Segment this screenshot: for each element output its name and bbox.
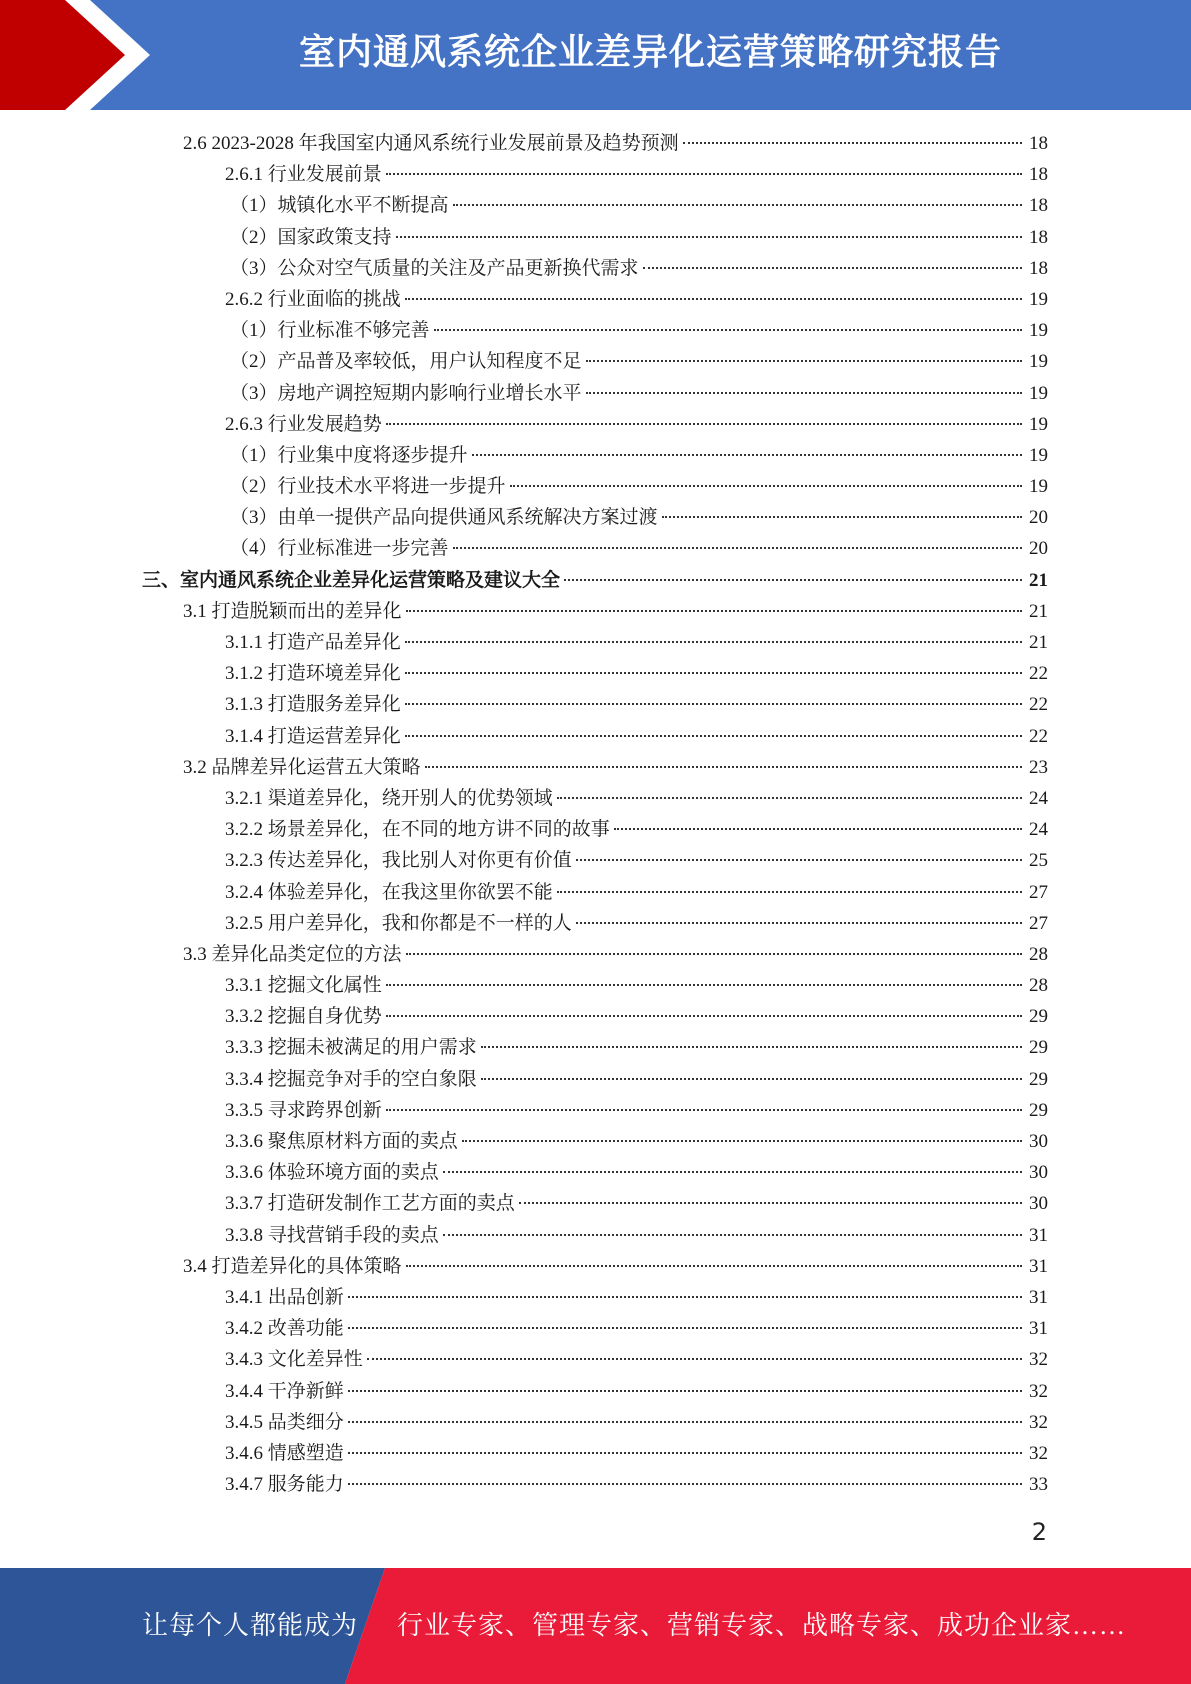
toc-entry-title: 3.2.1 渠道差异化，绕开别人的优势领域	[225, 787, 553, 809]
toc-entry-title: （4）行业标准进一步完善	[230, 538, 449, 560]
toc-entry[interactable]	[0, 970, 1191, 1001]
toc-entry-page: 18	[1029, 133, 1048, 154]
toc-dot-leader	[576, 859, 1022, 861]
toc-dot-leader	[348, 1327, 1022, 1329]
report-title: 室内通风系统企业差异化运营策略研究报告	[298, 32, 1002, 73]
toc-dot-leader	[434, 329, 1022, 331]
toc-entry-page: 29	[1029, 1037, 1048, 1059]
toc-entry-title: 2.6.1 行业发展前景	[225, 164, 382, 186]
toc-dot-leader	[405, 735, 1022, 737]
toc-entry-page: 19	[1029, 413, 1048, 435]
toc-dot-leader	[386, 1109, 1022, 1111]
toc-dot-leader	[386, 173, 1022, 175]
toc-dot-leader	[386, 984, 1022, 986]
toc-dot-leader	[443, 1171, 1022, 1173]
toc-entry-title: 3.2.3 传达差异化，我比别人对你更有价值	[225, 850, 572, 872]
toc-entry-title: 3.4.1 出品创新	[225, 1286, 344, 1308]
toc-entry[interactable]	[0, 1220, 1191, 1251]
toc-entry-page: 19	[1029, 444, 1048, 466]
toc-entry-page: 19	[1029, 288, 1048, 310]
toc-entry-page: 19	[1029, 382, 1048, 404]
toc-entry-title: （3）由单一提供产品向提供通风系统解决方案过渡	[230, 507, 658, 529]
toc-entry[interactable]	[0, 1438, 1191, 1469]
toc-entry-page: 23	[1029, 756, 1048, 778]
toc-dot-leader	[564, 579, 1022, 581]
toc-entry-title: 3.3.6 体验环境方面的卖点	[225, 1162, 439, 1184]
toc-entry[interactable]	[0, 253, 1191, 284]
toc-entry-title: 3.4.3 文化差异性	[225, 1349, 363, 1371]
toc-dot-leader	[405, 703, 1022, 705]
toc-dot-leader	[557, 797, 1022, 799]
toc-entry-page: 30	[1029, 1131, 1048, 1152]
toc-entry-title: 三、室内通风系统企业差异化运营策略及建议大全	[142, 569, 561, 591]
toc-dot-leader	[348, 1483, 1022, 1485]
toc-entry-page: 24	[1029, 819, 1048, 841]
toc-dot-leader	[348, 1296, 1022, 1298]
toc-dot-leader	[586, 392, 1022, 394]
toc-dot-leader	[683, 142, 1022, 144]
toc-entry-title: 3.3.5 寻求跨界创新	[225, 1099, 382, 1121]
toc-dot-leader	[348, 1421, 1022, 1423]
toc-entry-page: 29	[1029, 1099, 1048, 1121]
toc-entry-title: 3.1.1 打造产品差异化	[225, 632, 401, 653]
toc-entry-page: 18	[1029, 195, 1048, 217]
toc-entry[interactable]	[0, 222, 1191, 253]
toc-dot-leader	[396, 236, 1022, 238]
toc-entry-page: 21	[1029, 600, 1048, 622]
toc-dot-leader	[586, 360, 1022, 362]
toc-entry[interactable]	[0, 1469, 1191, 1500]
toc-entry[interactable]	[0, 845, 1191, 876]
toc-entry[interactable]	[0, 1313, 1191, 1344]
toc-dot-leader	[643, 267, 1022, 269]
page-header	[0, 0, 1191, 110]
toc-dot-leader	[453, 547, 1022, 549]
toc-entry-page: 27	[1029, 881, 1048, 903]
toc-entry-title: 3.4.7 服务能力	[225, 1474, 344, 1496]
toc-entry[interactable]	[0, 1188, 1191, 1219]
toc-entry-title: 3.2.2 场景差异化，在不同的地方讲不同的故事	[225, 819, 610, 841]
page-number: 2	[1031, 1518, 1047, 1546]
toc-entry-title: 3.1.3 打造服务差异化	[225, 694, 401, 716]
toc-entry[interactable]	[0, 533, 1191, 564]
toc-entry-title: 3.3.3 挖掘未被满足的用户需求	[225, 1037, 477, 1059]
toc-entry-title: 2.6.2 行业面临的挑战	[225, 288, 401, 310]
toc-entry[interactable]	[0, 315, 1191, 346]
toc-entry-page: 31	[1029, 1224, 1048, 1246]
toc-dot-leader	[557, 891, 1022, 893]
toc-entry-title: 2.6.3 行业发展趋势	[225, 413, 382, 435]
toc-entry-page: 29	[1029, 1068, 1048, 1090]
toc-entry[interactable]	[0, 814, 1191, 845]
footer-slogan-right: 行业专家、管理专家、营销专家、战略专家、成功企业家……	[397, 1611, 1127, 1640]
toc-entry-title: 3.2 品牌差异化运营五大策略	[183, 756, 421, 778]
toc-dot-leader	[348, 1452, 1022, 1454]
toc-entry[interactable]	[0, 877, 1191, 908]
toc-entry-page: 33	[1029, 1474, 1048, 1496]
toc-entry-page: 32	[1029, 1380, 1048, 1402]
toc-entry[interactable]	[0, 409, 1191, 440]
toc-entry-title: 3.4.6 情感塑造	[225, 1442, 344, 1464]
toc-dot-leader	[462, 1140, 1022, 1142]
toc-entry-page: 19	[1029, 320, 1048, 342]
toc-entry[interactable]	[0, 596, 1191, 627]
toc-entry-page: 19	[1029, 476, 1048, 498]
toc-entry[interactable]	[0, 908, 1191, 939]
toc-entry-title: 3.2.5 用户差异化，我和你都是不一样的人	[225, 912, 572, 934]
toc-entry-page: 21	[1029, 632, 1048, 653]
toc-dot-leader	[406, 1265, 1022, 1267]
toc-entry[interactable]	[0, 1251, 1191, 1282]
footer-slogan-left: 让每个人都能成为	[142, 1611, 359, 1640]
toc-dot-leader	[510, 485, 1022, 487]
toc-entry-page: 32	[1029, 1411, 1048, 1433]
toc-entry[interactable]	[0, 378, 1191, 409]
toc-chapter-entry[interactable]	[0, 565, 1191, 596]
toc-entry[interactable]	[0, 658, 1191, 689]
toc-entry-title: 3.3 差异化品类定位的方法	[183, 943, 402, 965]
toc-entry-page: 28	[1029, 943, 1048, 965]
toc-entry[interactable]	[0, 627, 1191, 658]
toc-dot-leader	[614, 828, 1022, 830]
toc-entry-page: 22	[1029, 663, 1048, 685]
toc-dot-leader	[481, 1046, 1022, 1048]
toc-dot-leader	[472, 454, 1022, 456]
toc-entry-title: 2.6 2023-2028 年我国室内通风系统行业发展前景及趋势预测	[183, 133, 679, 154]
toc-dot-leader	[481, 1078, 1022, 1080]
toc-entry-title: 3.1.4 打造运营差异化	[225, 725, 401, 747]
toc-entry[interactable]	[0, 128, 1191, 159]
toc-entry-title: （1）行业集中度将逐步提升	[230, 444, 468, 466]
toc-entry-title: 3.3.1 挖掘文化属性	[225, 975, 382, 997]
toc-entry-page: 21	[1029, 569, 1048, 591]
toc-entry-page: 18	[1029, 226, 1048, 248]
toc-dot-leader	[662, 516, 1022, 518]
toc-entry[interactable]	[0, 190, 1191, 221]
toc-entry-page: 30	[1029, 1193, 1048, 1215]
page-footer	[0, 1568, 1191, 1684]
toc-dot-leader	[386, 423, 1022, 425]
toc-entry-title: 3.4.2 改善功能	[225, 1318, 344, 1340]
toc-dot-leader	[443, 1234, 1022, 1236]
toc-entry-page: 22	[1029, 694, 1048, 716]
toc-entry[interactable]	[0, 721, 1191, 752]
toc-dot-leader	[453, 204, 1022, 206]
toc-entry-page: 28	[1029, 975, 1048, 997]
toc-entry[interactable]	[0, 1032, 1191, 1063]
toc-entry-title: （3）房地产调控短期内影响行业增长水平	[230, 382, 582, 404]
toc-entry-title: 3.3.2 挖掘自身优势	[225, 1006, 382, 1028]
toc-entry[interactable]	[0, 440, 1191, 471]
toc-entry-title: （1）行业标准不够完善	[230, 320, 430, 342]
table-of-contents	[0, 128, 1191, 1500]
toc-entry-page: 32	[1029, 1349, 1048, 1371]
toc-entry[interactable]	[0, 689, 1191, 720]
toc-entry-title: （1）城镇化水平不断提高	[230, 195, 449, 217]
toc-entry-title: （3）公众对空气质量的关注及产品更新换代需求	[230, 257, 639, 279]
toc-dot-leader	[367, 1358, 1022, 1360]
toc-entry[interactable]	[0, 1157, 1191, 1188]
toc-entry-title: 3.3.8 寻找营销手段的卖点	[225, 1224, 439, 1246]
toc-entry-title: （2）行业技术水平将进一步提升	[230, 476, 506, 498]
toc-entry-page: 32	[1029, 1442, 1048, 1464]
toc-entry[interactable]	[0, 1064, 1191, 1095]
toc-dot-leader	[406, 953, 1022, 955]
toc-entry-page: 24	[1029, 787, 1048, 809]
toc-entry[interactable]	[0, 1001, 1191, 1032]
toc-entry-page: 31	[1029, 1318, 1048, 1340]
toc-dot-leader	[519, 1202, 1022, 1204]
toc-entry-page: 29	[1029, 1006, 1048, 1028]
toc-entry-page: 31	[1029, 1286, 1048, 1308]
toc-entry[interactable]	[0, 939, 1191, 970]
toc-entry-title: 3.2.4 体验差异化，在我这里你欲罢不能	[225, 881, 553, 903]
toc-entry-title: 3.4 打造差异化的具体策略	[183, 1255, 402, 1277]
toc-entry[interactable]	[0, 1407, 1191, 1438]
toc-entry[interactable]	[0, 502, 1191, 533]
toc-dot-leader	[386, 1015, 1022, 1017]
toc-dot-leader	[405, 672, 1022, 674]
toc-entry-page: 30	[1029, 1162, 1048, 1184]
toc-entry[interactable]	[0, 1095, 1191, 1126]
toc-entry-page: 22	[1029, 725, 1048, 747]
toc-entry-page: 18	[1029, 164, 1048, 186]
toc-entry-page: 20	[1029, 538, 1048, 560]
toc-entry[interactable]	[0, 752, 1191, 783]
toc-entry-title: （2）国家政策支持	[230, 226, 392, 248]
toc-entry-title: 3.1 打造脱颖而出的差异化	[183, 600, 402, 622]
toc-entry-title: 3.4.5 品类细分	[225, 1411, 344, 1433]
toc-entry-title: （2）产品普及率较低，用户认知程度不足	[230, 351, 582, 373]
toc-entry[interactable]	[0, 783, 1191, 814]
toc-entry[interactable]	[0, 1376, 1191, 1407]
toc-entry[interactable]	[0, 471, 1191, 502]
toc-dot-leader	[406, 610, 1022, 612]
toc-entry-title: 3.3.4 挖掘竞争对手的空白象限	[225, 1068, 477, 1090]
toc-entry-page: 25	[1029, 850, 1048, 872]
toc-dot-leader	[425, 766, 1022, 768]
toc-entry[interactable]	[0, 1282, 1191, 1313]
toc-entry-title: 3.1.2 打造环境差异化	[225, 663, 401, 685]
toc-dot-leader	[405, 298, 1022, 300]
toc-entry-page: 27	[1029, 912, 1048, 934]
toc-dot-leader	[405, 641, 1022, 643]
toc-entry-page: 20	[1029, 507, 1048, 529]
toc-entry-title: 3.3.7 打造研发制作工艺方面的卖点	[225, 1193, 515, 1215]
toc-entry-title: 3.4.4 干净新鲜	[225, 1380, 344, 1402]
toc-entry[interactable]	[0, 1126, 1191, 1157]
toc-entry-page: 31	[1029, 1255, 1048, 1277]
toc-entry[interactable]	[0, 1344, 1191, 1375]
toc-entry[interactable]	[0, 159, 1191, 190]
toc-entry-page: 19	[1029, 351, 1048, 373]
toc-entry-page: 18	[1029, 257, 1048, 279]
toc-entry[interactable]	[0, 346, 1191, 377]
toc-dot-leader	[348, 1390, 1022, 1392]
toc-entry-title: 3.3.6 聚焦原材料方面的卖点	[225, 1131, 458, 1152]
toc-entry[interactable]	[0, 284, 1191, 315]
toc-dot-leader	[576, 922, 1022, 924]
